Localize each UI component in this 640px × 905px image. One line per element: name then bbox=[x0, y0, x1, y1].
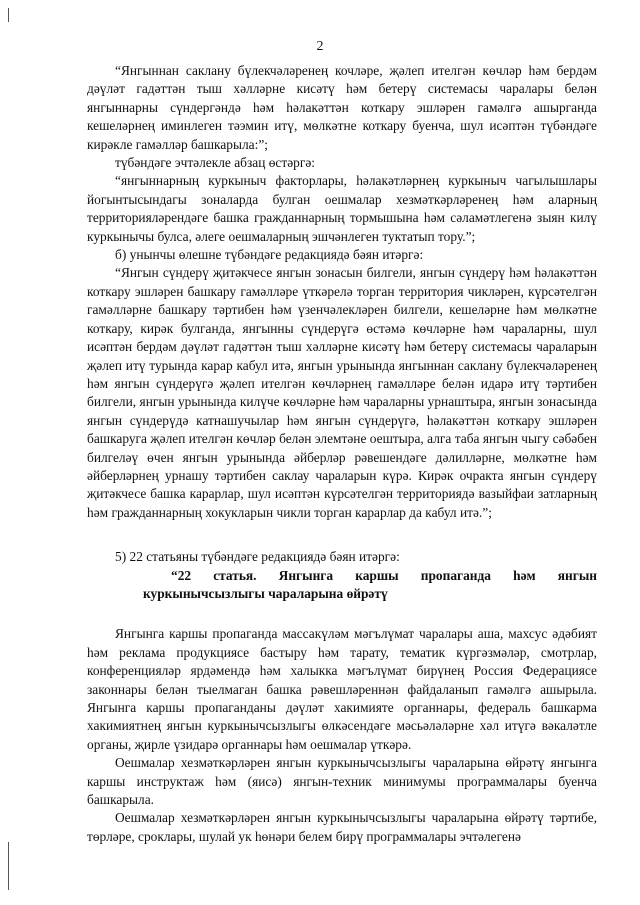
paragraph: “Янгын сүндерү җитәкчесе янгын зонасын билгели, янгын сүндерү һәм һәлакәттән коткару эшләрен башкару гамәлләре үткәрелә торган территория чикләрен, күрсәтелгән гамәлләрне башкару тәртибен һәм үзенчәлекләрен билгели, кешеләрне һәм мөлкәтне коткару, кирәк булганда, янгынны сүндерүгә өстәмә көчләрне һәм чараларны, шул исәптән бердәм дәүләт гадәттән тыш хәлләрне кисәтү һәм бетерү системасы чараларын җәлеп итү турында карар кабул итә, янгын урынында янгыннан саклану бүлекчәләренең һәм янгын сүндерүгә җәлеп ителгән көчләрнең гамәлләре белән идарә итү тәртибен билгели, янгын урынында килүче көчләрне һәм чараларны урнаштыра, янгын зонасында янгын сүндерүдә катнашучылар һәм янгын сүндерүгә, һәлакәттән коткару эшләрен башкаруга җәлеп ителгән көчләр белән элемтәне оештыра, алга таба янгын чыгу сәбәбен билгеләү өчен янгын урынында әйберләр рәвешендәге дәлилләрне, мөлкәтне һәм әйберләрнең урнашу тәртибен саклау чараларын күрә. Кирәк очракта янгын сүндерү җитәкчесе башка карарлар, шул исәптән күрсәтелгән территориядә вазыйфаи затларның һәм гражданнарның хокукларын чикли торган карарлар да кабул итә.”; bbox=[87, 265, 597, 520]
left-margin-line-2 bbox=[8, 842, 9, 890]
article-heading: “22 статья. Янгынга каршы пропаганда һәм янгын куркынычсызлыгы чараларына өйрәтү bbox=[143, 567, 597, 601]
left-margin-line-1 bbox=[8, 8, 9, 22]
paragraph: Оешмалар хезмәткәрләрен янгын куркынычсызлыгы чараларына өйрәтү тәртибе, төрләре, сроклары, шулай ук һөнәри белем бирү программалары эчтәлегенә bbox=[87, 810, 597, 844]
paragraph: “Янгыннан саклану бүлекчәләренең кочләре, җәлеп ителгән көчләр һәм бердәм дәүләт гадәттән тыш хәлләрне кисәтү һәм бетерү системасы чаралары белән янгыннарны сүндергәндә һәм һәлакәттән коткару эшләрен гамәлгә ашырганда кешеләрнең иминлеген тәэмин итү, мөлкәтне коткару буенча, шул исәптән түбәндәге кирәкле гамәлләр башкарыла:”; bbox=[87, 63, 597, 152]
paragraph: Оешмалар хезмәткәрләрен янгын куркынычсызлыгы чараларына өйрәтү янгынга каршы инструктаж һәм (яисә) янгын-техник минимумы программалары буенча башкарыла. bbox=[87, 755, 597, 808]
section-spacer bbox=[87, 522, 597, 548]
paragraph: түбәндәге эчтәлекле абзац өстәргә: bbox=[115, 155, 316, 171]
amendment-item: 5) 22 статьяны түбәндәге редакциядә бәян итәргә: bbox=[115, 549, 400, 565]
document-body bbox=[87, 62, 597, 846]
page-number: 2 bbox=[316, 39, 324, 54]
paragraph: Янгынга каршы пропаганда массакүләм мәгълүмат чаралары аша, махсус әдәбият һәм реклама продукциясе бастыру һәм тарату, тематик күргәзмәләр, смотрлар, конференцияләр ярдәмендә һәм халыкка мәгълүмат бирүнең Россия Федерациясе законнары белән тыелмаган башка рәвешләреннән файдаланып гамәлгә ашырыла. Янгынга каршы пропаганданы дәүләт хакимияте органнары, федераль башкарма хакимиятнең янгын куркынычсызлыгы өлкәсендәге мәсьәләләрне хәл итүгә вәкаләтле органы, җирле үзидарә органнары һәм оешмалар үткәрә. bbox=[87, 626, 597, 752]
paragraph: б) унынчы өлешне түбәндәге редакциядә бәян итәргә: bbox=[115, 247, 424, 263]
paragraph: “янгыннарның куркыныч факторлары, һәлакәтләрнең куркыныч чагылышлары йогынтысындагы зоналарда булган оешмалар хезмәткәрләренең һәм аларның территорияләрендәге башка гражданнарның тормышына һәм сәламәтлегенә зыян килү куркынычы булса, әлеге оешмаларның эшчәнлеген туктатып тору.”; bbox=[87, 173, 597, 244]
